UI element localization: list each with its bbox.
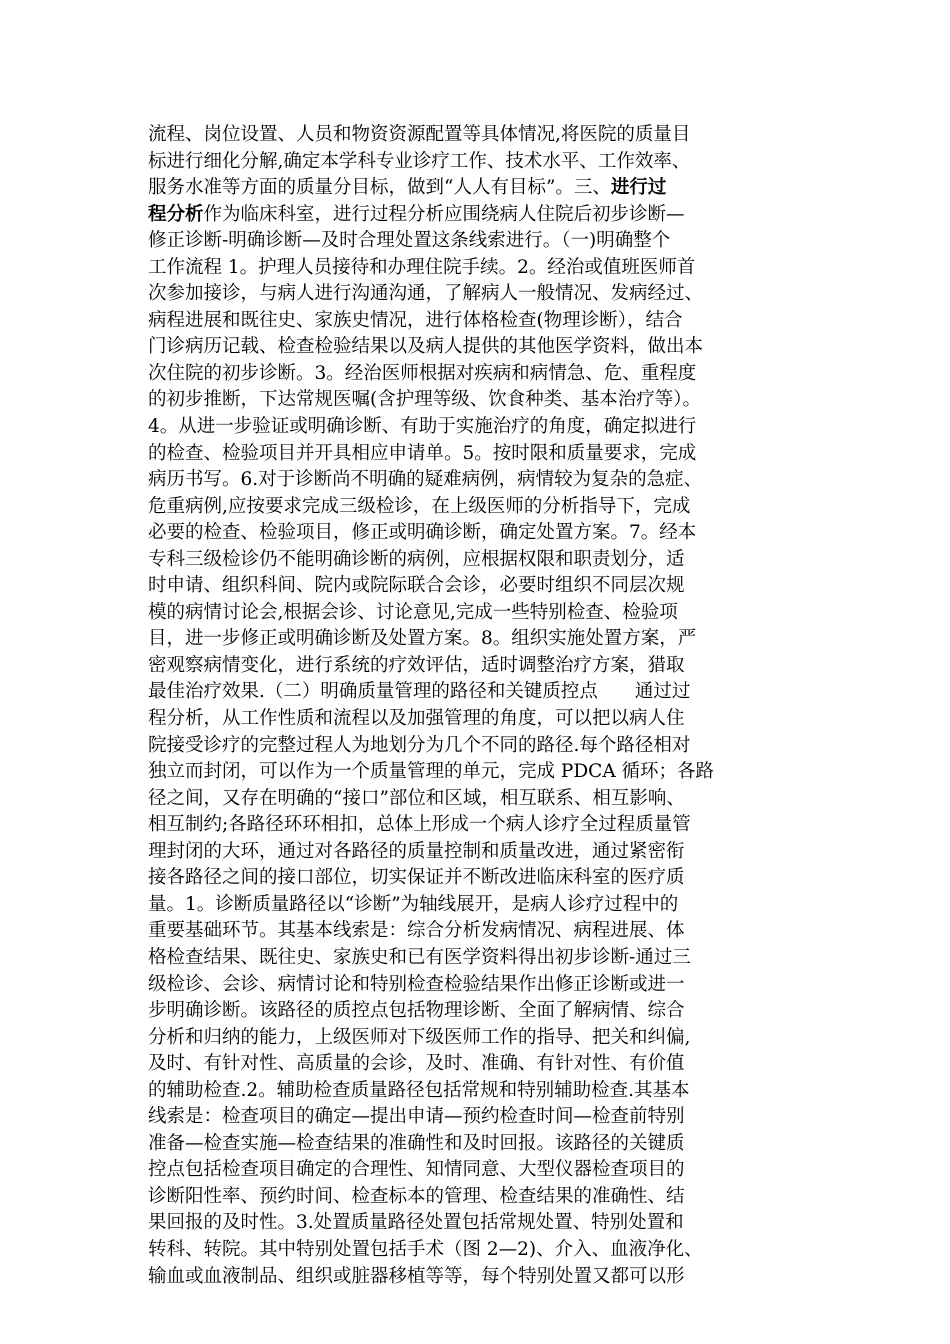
text-line: 病程进展和既往史、家族史情况，进行体格检查(物理诊断），结合 (148, 309, 683, 331)
text-line: 理封闭的大环，通过对各路径的质量控制和质量改进，通过紧密衔 (148, 840, 685, 862)
text-line: 时申请、组织科间、院内或院际联合会诊，必要时组织不同层次规 (148, 575, 685, 597)
text-line: 模的病情讨论会,根据会诊、讨论意见,完成一些特别检查、检验项 (148, 601, 678, 623)
text-line: 级检诊、会诊、病情讨论和特别检查检验结果作出修正诊断或进一 (148, 973, 685, 995)
text-line: 标进行细化分解,确定本学科专业诊疗工作、技术水平、工作效率、 (148, 150, 691, 172)
text-line: 及时、有针对性、高质量的会诊，及时、准确、有针对性、有价值 (148, 1053, 685, 1075)
text-line: 的辅助检查.2。辅助检查质量路径包括常规和特别辅助检查.其基本 (148, 1079, 690, 1101)
text-line: 程分析，从工作性质和流程以及加强管理的角度，可以把以病人住 (148, 708, 685, 730)
text-line: 诊断阳性率、预约时间、检查标本的管理、检查结果的准确性、结 (148, 1185, 685, 1207)
text-line: 量。1。诊断质量路径以“诊断”为轴线展开，是病人诊疗过程中的 (148, 893, 679, 915)
text-line: 最佳治疗效果.（二）明确质量管理的路径和关键质控点 通过过 (148, 681, 691, 703)
text-line: 4。从进一步验证或明确诊断、有助于实施治疗的角度，确定拟进行 (148, 416, 697, 438)
text-line: 病历书写。6.对于诊断尚不明确的疑难病例，病情较为复杂的急症、 (148, 469, 703, 491)
text-line: 步明确诊断。该路径的质控点包括物理诊断、全面了解病情、综合 (148, 1000, 685, 1022)
text-line: 流程、岗位设置、人员和物资资源配置等具体情况,将医院的质量目 (148, 124, 691, 145)
text-line: 独立而封闭，可以作为一个质量管理的单元，完成 PDCA 循环；各路 (148, 761, 715, 783)
text-line: 转科、转院。其中特别处置包括手术（图 2—2)、介入、血液净化、 (148, 1238, 703, 1260)
text-segment: 服务水准等方面的质量分目标，做到“人人有目标”。三、 (148, 177, 611, 199)
text-line: 次参加接诊，与病人进行沟通沟通，了解病人一般情况、发病经过、 (148, 283, 704, 305)
text-segment: 作为临床科室，进行过程分析应围绕病人住院后初步诊断— (203, 203, 685, 225)
text-line: 专科三级检诊仍不能明确诊断的病例，应根据权限和职责划分，适 (148, 548, 685, 570)
text-line: 次住院的初步诊断。3。经治医师根据对疾病和病情急、危、重程度 (148, 362, 697, 384)
text-line: 线索是：检查项目的确定—提出申请—预约检查时间—检查前特别 (148, 1106, 685, 1128)
text-line: 门诊病历记载、检查检验结果以及病人提供的其他医学资料，做出本 (148, 336, 704, 358)
text-line: 修正诊断-明确诊断—及时合理处置这条线索进行。（一)明确整个 (148, 230, 671, 252)
text-line: 输血或血液制品、组织或脏器移植等等，每个特别处置又都可以形 (148, 1265, 685, 1287)
text-line: 相互制约;各路径环环相扣，总体上形成一个病人诊疗全过程质量管 (148, 814, 691, 836)
text-line: 控点包括检查项目确定的合理性、知情同意、大型仪器检查项目的 (148, 1159, 685, 1181)
text-line: 接各路径之间的接口部位，切实保证并不断改进临床科室的医疗质 (148, 867, 685, 889)
text-line (148, 175, 818, 202)
text-line: 目，进一步修正或明确诊断及处置方案。8。组织实施处置方案，严 (148, 628, 697, 650)
text-line: 的检查、检验项目并开具相应申请单。5。按时限和质量要求，完成 (148, 442, 697, 464)
bold-heading-segment: 程分析 (148, 203, 204, 225)
text-line: 的初步推断，下达常规医嘱(含护理等级、饮食种类、基本治疗等）。 (148, 389, 701, 411)
text-line: 危重病例,应按要求完成三级检诊，在上级医师的分析指导下，完成 (148, 495, 691, 517)
text-line: 果回报的及时性。3.处置质量路径处置包括常规处置、特别处置和 (148, 1212, 684, 1234)
bold-heading-segment: 进行过 (610, 177, 667, 199)
text-line: 必要的检查、检验项目，修正或明确诊断，确定处置方案。7。经本 (148, 522, 697, 544)
text-line: 分析和归纳的能力，上级医师对下级医师工作的指导、把关和纠偏, (148, 1026, 691, 1048)
document-page (148, 122, 818, 1290)
text-line: 格检查结果、既往史、家族史和已有医学资料得出初步诊断-通过三 (148, 946, 691, 968)
text-line (148, 202, 818, 229)
text-line: 密观察病情变化，进行系统的疗效评估，适时调整治疗方案，猎取 (148, 654, 685, 676)
text-line: 径之间，又存在明确的“接口”部位和区域，相互联系、相互影响、 (148, 787, 685, 809)
text-line: 重要基础环节。其基本线索是：综合分析发病情况、病程进展、体 (148, 920, 685, 942)
text-line: 院接受诊疗的完整过程人为地划分为几个不同的路径.每个路径相对 (148, 734, 691, 756)
text-line: 工作流程 1。护理人员接待和办理住院手续。2。经治或值班医师首 (148, 256, 696, 278)
text-line: 准备—检查实施—检查结果的准确性和及时回报。该路径的关键质 (148, 1132, 685, 1154)
